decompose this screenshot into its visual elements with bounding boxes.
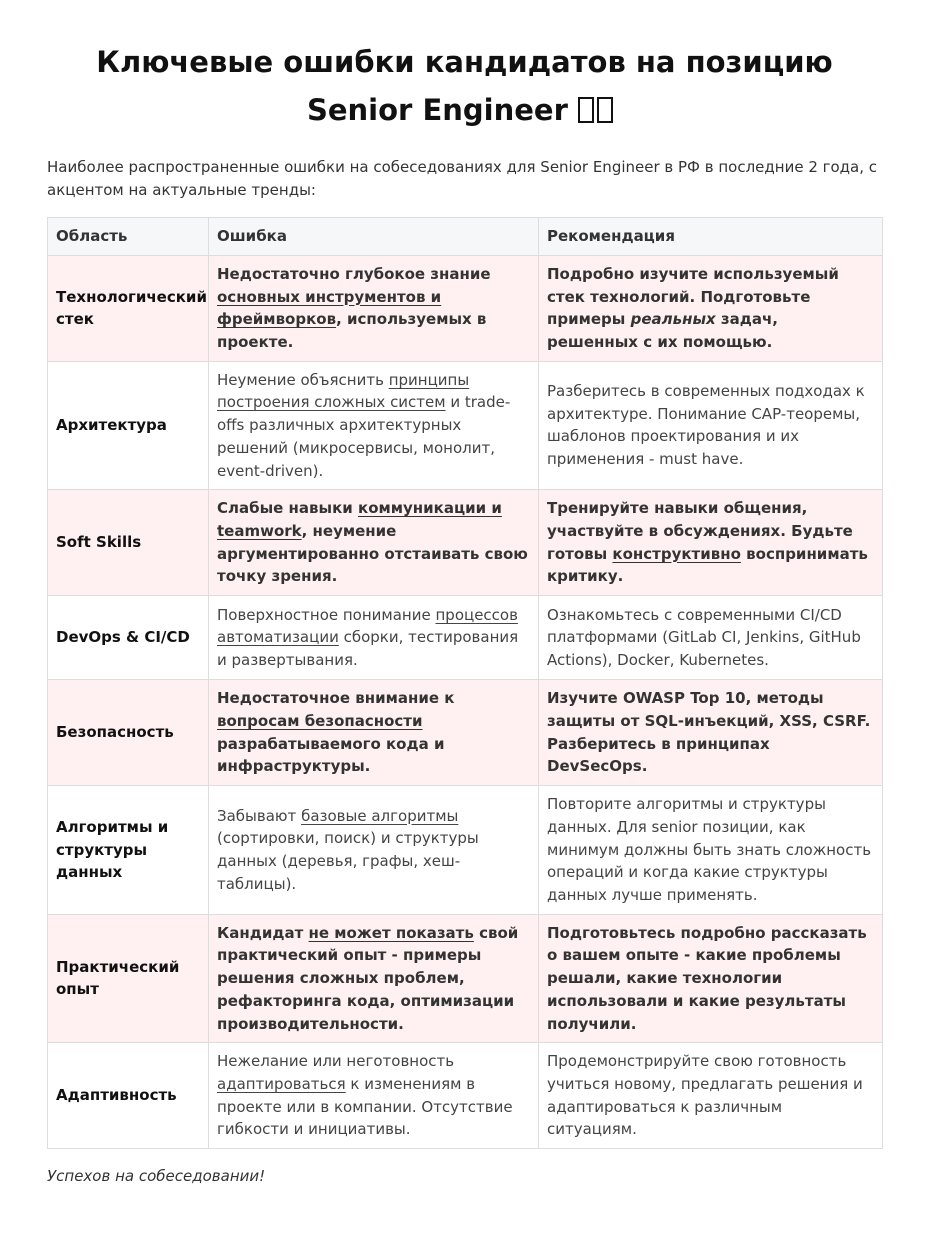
row-mistake: Недостаточное внимание к вопросам безопасности разрабатываемого кода и инфраструктуры. [209,680,539,786]
header-area: Область [48,218,209,256]
row-recommendation: Разберитесь в современных подходах к архитектуре. Понимание CAP-теоремы, шаблонов проектирования и их применения - must have. [539,361,883,490]
row-area: Архитектура [48,361,209,490]
row-mistake: Неумение объяснить принципы построения сложных систем и trade-offs различных архитектурных решений (микросервисы, монолит, event-driven). [209,361,539,490]
row-area: Адаптивность [48,1043,209,1149]
underlined-phrase: основных инструментов и фреймворков [217,287,442,329]
row-mistake: Недостаточно глубокое знание основных инструментов и фреймворков, используемых в проекте. [209,255,539,361]
row-recommendation: Ознакомьтесь с современными CI/CD платформами (GitLab CI, Jenkins, GitHub Actions), Docker, Kubernetes. [539,596,883,680]
emoji-placeholder-icon [578,86,622,134]
emphasized-word: реальных [630,310,716,329]
mistakes-table [47,217,883,1149]
underlined-phrase: конструктивно [612,544,741,563]
table-row [48,680,883,786]
table-row [48,1043,883,1149]
row-area: DevOps & CI/CD [48,596,209,680]
header-recommendation: Рекомендация [539,218,883,256]
table-row [48,490,883,596]
row-area: Технологический стек [48,255,209,361]
underlined-phrase: базовые алгоритмы [301,806,459,825]
row-area: Алгоритмы и структуры данных [48,786,209,915]
table-row [48,596,883,680]
row-mistake: Забывают базовые алгоритмы (сортировки, поиск) и структуры данных (деревья, графы, хеш-таблицы). [209,786,539,915]
header-mistake: Ошибка [209,218,539,256]
row-mistake: Слабые навыки коммуникации и teamwork, неумение аргументированно отстаивать свою точку зрения. [209,490,539,596]
underlined-phrase: коммуникации и teamwork [217,499,502,541]
row-recommendation: Продемонстрируйте свою готовность учиться новому, предлагать решения и адаптироваться к различным ситуациям. [539,1043,883,1149]
page-title [47,38,882,134]
row-area: Безопасность [48,680,209,786]
underlined-phrase: вопросам безопасности [217,712,423,731]
underlined-phrase: адаптироваться [217,1075,346,1094]
row-area: Soft Skills [48,490,209,596]
underlined-phrase: процессов автоматизации [217,605,518,647]
row-mistake: Поверхностное понимание процессов автоматизации сборки, тестирования и развертывания. [209,596,539,680]
row-recommendation: Подробно изучите используемый стек технологий. Подготовьте примеры реальных задач, решенных с их помощью. [539,255,883,361]
closing-note: Успехов на собеседовании! [47,1167,266,1186]
row-recommendation: Изучите OWASP Top 10, методы защиты от SQL-инъекций, XSS, CSRF. Разберитесь в принципах DevSecOps. [539,680,883,786]
underlined-phrase: не может показать [308,923,474,942]
document-page [0,38,929,1185]
table-row [48,255,883,361]
table-row [48,361,883,490]
row-recommendation: Тренируйте навыки общения, участвуйте в обсуждениях. Будьте готовы конструктивно воспринимать критику. [539,490,883,596]
intro-paragraph: Наиболее распространенные ошибки на собеседованиях для Senior Engineer в РФ в последние 2 года, с акцентом на актуальные тренды: [47,158,878,199]
row-mistake: Кандидат не может показать свой практический опыт - примеры решения сложных проблем, рефакторинга кода, оптимизации производительности. [209,914,539,1043]
title-line-1: Ключевые ошибки кандидатов на позицию [96,45,833,79]
row-recommendation: Повторите алгоритмы и структуры данных. Для senior позиции, как минимум должны быть знать сложность операций и когда какие структуры данных лучше применять. [539,786,883,915]
table-header-row [48,218,883,256]
row-mistake: Нежелание или неготовность адаптироваться к изменениям в проекте или в компании. Отсутствие гибкости и инициативы. [209,1043,539,1149]
table-row [48,786,883,915]
row-recommendation: Подготовьтесь подробно рассказать о вашем опыте - какие проблемы решали, какие технологии использовали и какие результаты получили. [539,914,883,1043]
table-row [48,914,883,1043]
title-line-2: Senior Engineer [306,93,568,127]
row-area: Практический опыт [48,914,209,1043]
underlined-phrase: принципы построения сложных систем [217,370,470,412]
